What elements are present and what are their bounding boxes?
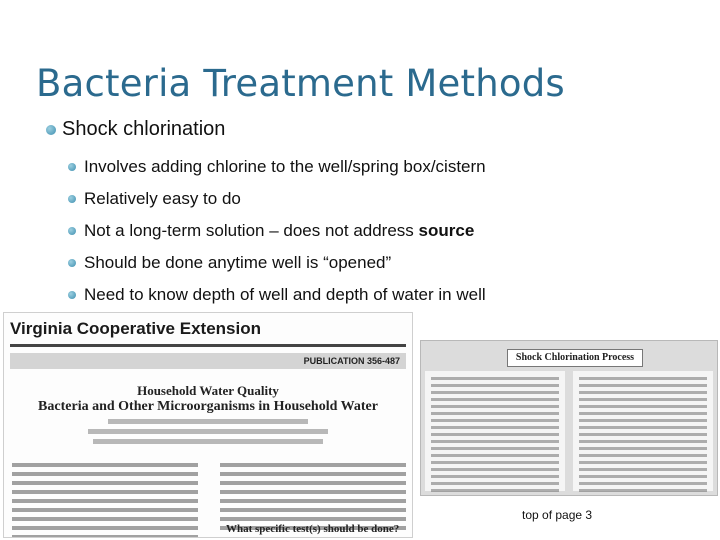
header-rule bbox=[10, 344, 406, 347]
bullet-dot-icon bbox=[46, 125, 56, 135]
sub-bullet bbox=[68, 285, 486, 305]
body-column-left bbox=[12, 463, 198, 538]
sub-bullet-text: Relatively easy to do bbox=[84, 189, 241, 208]
process-header: Shock Chlorination Process bbox=[507, 349, 643, 367]
sub-bullet-text: Need to know depth of well and depth of water in well bbox=[84, 285, 486, 304]
bullet-dot-icon bbox=[68, 163, 76, 171]
bullet-dot-icon bbox=[68, 195, 76, 203]
shock-chlorination-image bbox=[420, 340, 718, 496]
sub-bullet bbox=[68, 253, 391, 273]
publication-image bbox=[3, 312, 413, 538]
main-bullet-text: Shock chlorination bbox=[62, 118, 226, 140]
doc-heading-2: Bacteria and Other Microorganisms in Household Water bbox=[38, 399, 378, 414]
sub-bullet bbox=[68, 221, 474, 241]
emphasis-source: source bbox=[418, 221, 475, 240]
sub-bullet-text: Not a long-term solution – does not address bbox=[84, 221, 419, 240]
publication-number: PUBLICATION 356-487 bbox=[303, 356, 400, 366]
process-panel-left bbox=[425, 371, 565, 491]
slide-title: Bacteria Treatment Methods bbox=[36, 62, 565, 105]
bullet-dot-icon bbox=[68, 291, 76, 299]
main-bullet bbox=[46, 118, 225, 141]
sub-bullet-text: Should be done anytime well is “opened” bbox=[84, 253, 392, 272]
image-caption: top of page 3 bbox=[522, 508, 593, 522]
process-panel-right bbox=[573, 371, 713, 491]
org-name: Virginia Cooperative Extension bbox=[10, 319, 261, 338]
sub-bullet bbox=[68, 189, 241, 209]
doc-question: What specific test(s) should be done? bbox=[226, 523, 400, 535]
author-lines bbox=[74, 419, 342, 453]
bullet-dot-icon bbox=[68, 259, 76, 267]
bullet-dot-icon bbox=[68, 227, 76, 235]
sub-bullet bbox=[68, 157, 486, 177]
sub-bullet-text: Involves adding chlorine to the well/spring box/cistern bbox=[84, 157, 486, 176]
doc-heading-1: Household Water Quality bbox=[137, 383, 279, 398]
